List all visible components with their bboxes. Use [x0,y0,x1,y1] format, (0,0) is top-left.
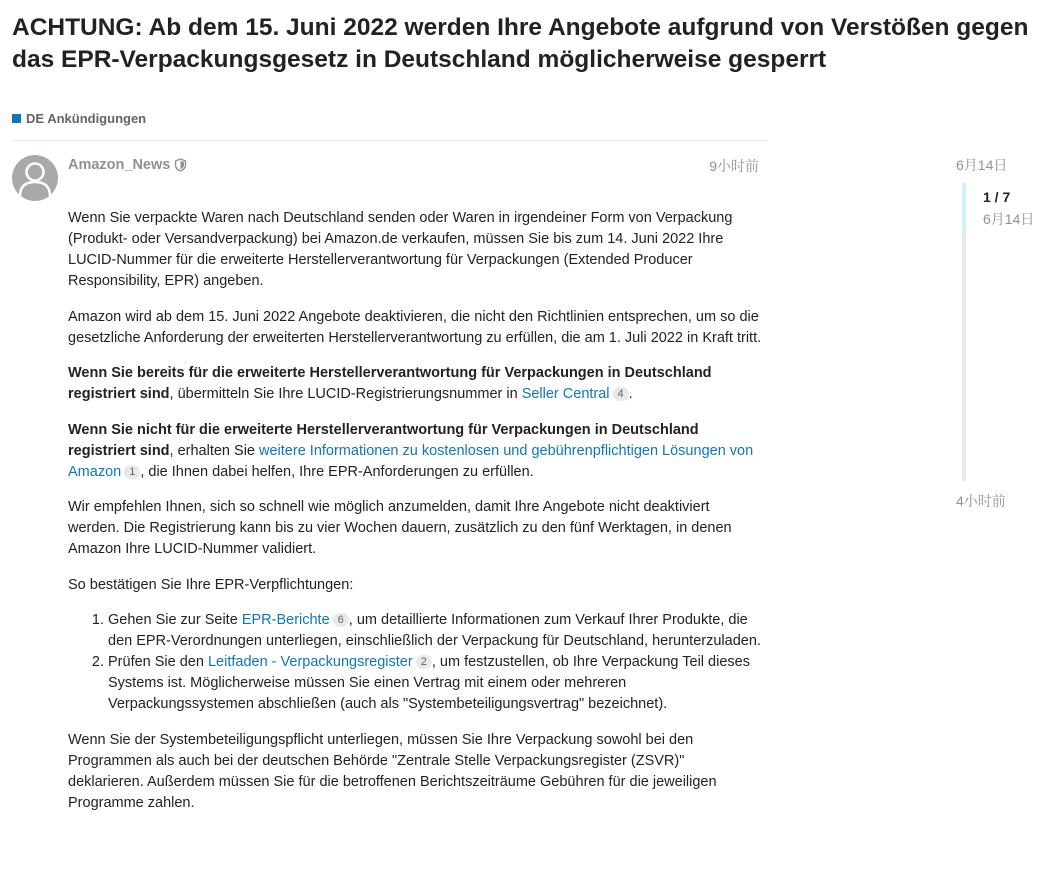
link-click-count: 4 [613,387,629,401]
username-label: Amazon_News [68,157,171,173]
packaging-register-guide-link[interactable]: Leitfaden - Verpackungsregister [207,654,413,670]
text: , übermitteln Sie Ihre LUCID-Registrierungsnummer in [169,386,522,402]
post-date[interactable]: 9小时前 [709,158,759,174]
paragraph: Wir empfehlen Ihnen, sich so schnell wie möglich anzumelden, damit Ihre Angebote nicht deaktiviert werden. Die Registrierung kann bis zu vier Wochen dauern, zusätzlich zu den fünf Werktagen, in denen Amazon Ihre LUCID-Nummer validiert. [68,499,732,557]
timeline-end-date[interactable]: 4小时前 [956,493,1006,509]
avatar[interactable] [12,155,58,201]
topic-title[interactable]: ACHTUNG: Ab dem 15. Juni 2022 werden Ihre Angebote aufgrund von Verstößen gegen das EPR-Verpackungsgesetz in Deutschland möglicherweise gesperrt [12,14,1029,73]
text: , erhalten Sie [169,442,260,459]
category-label: DE Ankündigungen [26,111,147,126]
link-click-count: 6 [333,613,349,627]
text: , um festzustellen, ob Ihre Verpackung Teil dieses Systems ist. Möglicherweise müssen Sie einen Vertrag mit einem oder mehreren Verpackungssystemen abschließen (auch als "Systembeteiligungsvertrag" bezeichnet). [108,654,750,712]
text: Prüfen Sie den [108,654,208,670]
bold-text: Wenn Sie nicht für die erweiterte Herstellerverantwortung für Verpackungen in Deutschland registriert sind [68,421,699,459]
paragraph: Wenn Sie verpackte Waren nach Deutschland senden oder Waren in irgendeiner Form von Verpackung (Produkt- oder Versandverpackung) bei Amazon.de verkaufen, müssen Sie bis zum 14. Juni 2022 Ihre LUCID-Nummer für die erweiterte Herstellerverantwortung für Verpackungen (Extended Producer Responsibility, EPR) angeben. [68,210,733,289]
timeline-position: 1 / 7 [983,189,1011,205]
text: , um detaillierte Informationen zum Verkauf Ihrer Produkte, die den EPR-Verordnungen unterliegen, einschließlich der Verpackung für Deutschland, herunterzuladen. [108,612,761,649]
amazon-solutions-link[interactable]: weitere Informationen zu kostenlosen und gebührenpflichtigen Lösungen von Amazon [68,442,754,480]
timeline-current-date: 6月14日 [983,211,1035,227]
paragraph [68,363,763,405]
list-item [108,610,763,652]
bold-text: Wenn Sie bereits für die erweiterte Herstellerverantwortung für Verpackungen in Deutschland registriert sind [68,365,712,402]
post-body [68,208,763,828]
steps-list [68,610,763,715]
text: , die Ihnen dabei helfen, Ihre EPR-Anforderungen zu erfüllen. [140,463,534,480]
paragraph: Amazon wird ab dem 15. Juni 2022 Angebote deaktivieren, die nicht den Richtlinien entsprechen, um so die gesetzliche Anforderung der erweiterten Herstellerverantwortung zu erfüllen, die am 1. Juli 2022 in Kraft tritt. [68,308,762,346]
list-item [108,652,763,715]
post-username[interactable] [68,157,187,173]
epr-reports-link[interactable]: EPR-Berichte [241,612,330,628]
category-color-badge [12,114,21,123]
seller-central-link[interactable]: Seller Central [521,386,610,402]
text: Gehen Sie zur Seite [108,612,242,628]
paragraph: So bestätigen Sie Ihre EPR-Verpflichtungen: [68,576,354,593]
link-click-count: 2 [416,655,432,669]
paragraph: Wenn Sie der Systembeteiligungspflicht unterliegen, müssen Sie Ihre Verpackung sowohl bei den Programmen als auch bei der deutschen Behörde "Zentrale Stelle Verpackungsregister (ZSVR)" deklarieren. Außerdem müssen Sie für die betroffenen Berichtszeiträume Gebühren für die jeweiligen Programme zahlen. [68,731,717,811]
timeline-start-date[interactable]: 6月14日 [956,157,1008,173]
text: . [628,386,633,402]
paragraph [68,420,763,483]
default-user-icon [12,155,58,201]
moderator-shield-icon [174,158,187,172]
title-divider [12,140,768,141]
link-click-count: 1 [124,465,140,479]
category-badge[interactable] [12,111,146,126]
timeline-handle[interactable] [962,183,966,231]
